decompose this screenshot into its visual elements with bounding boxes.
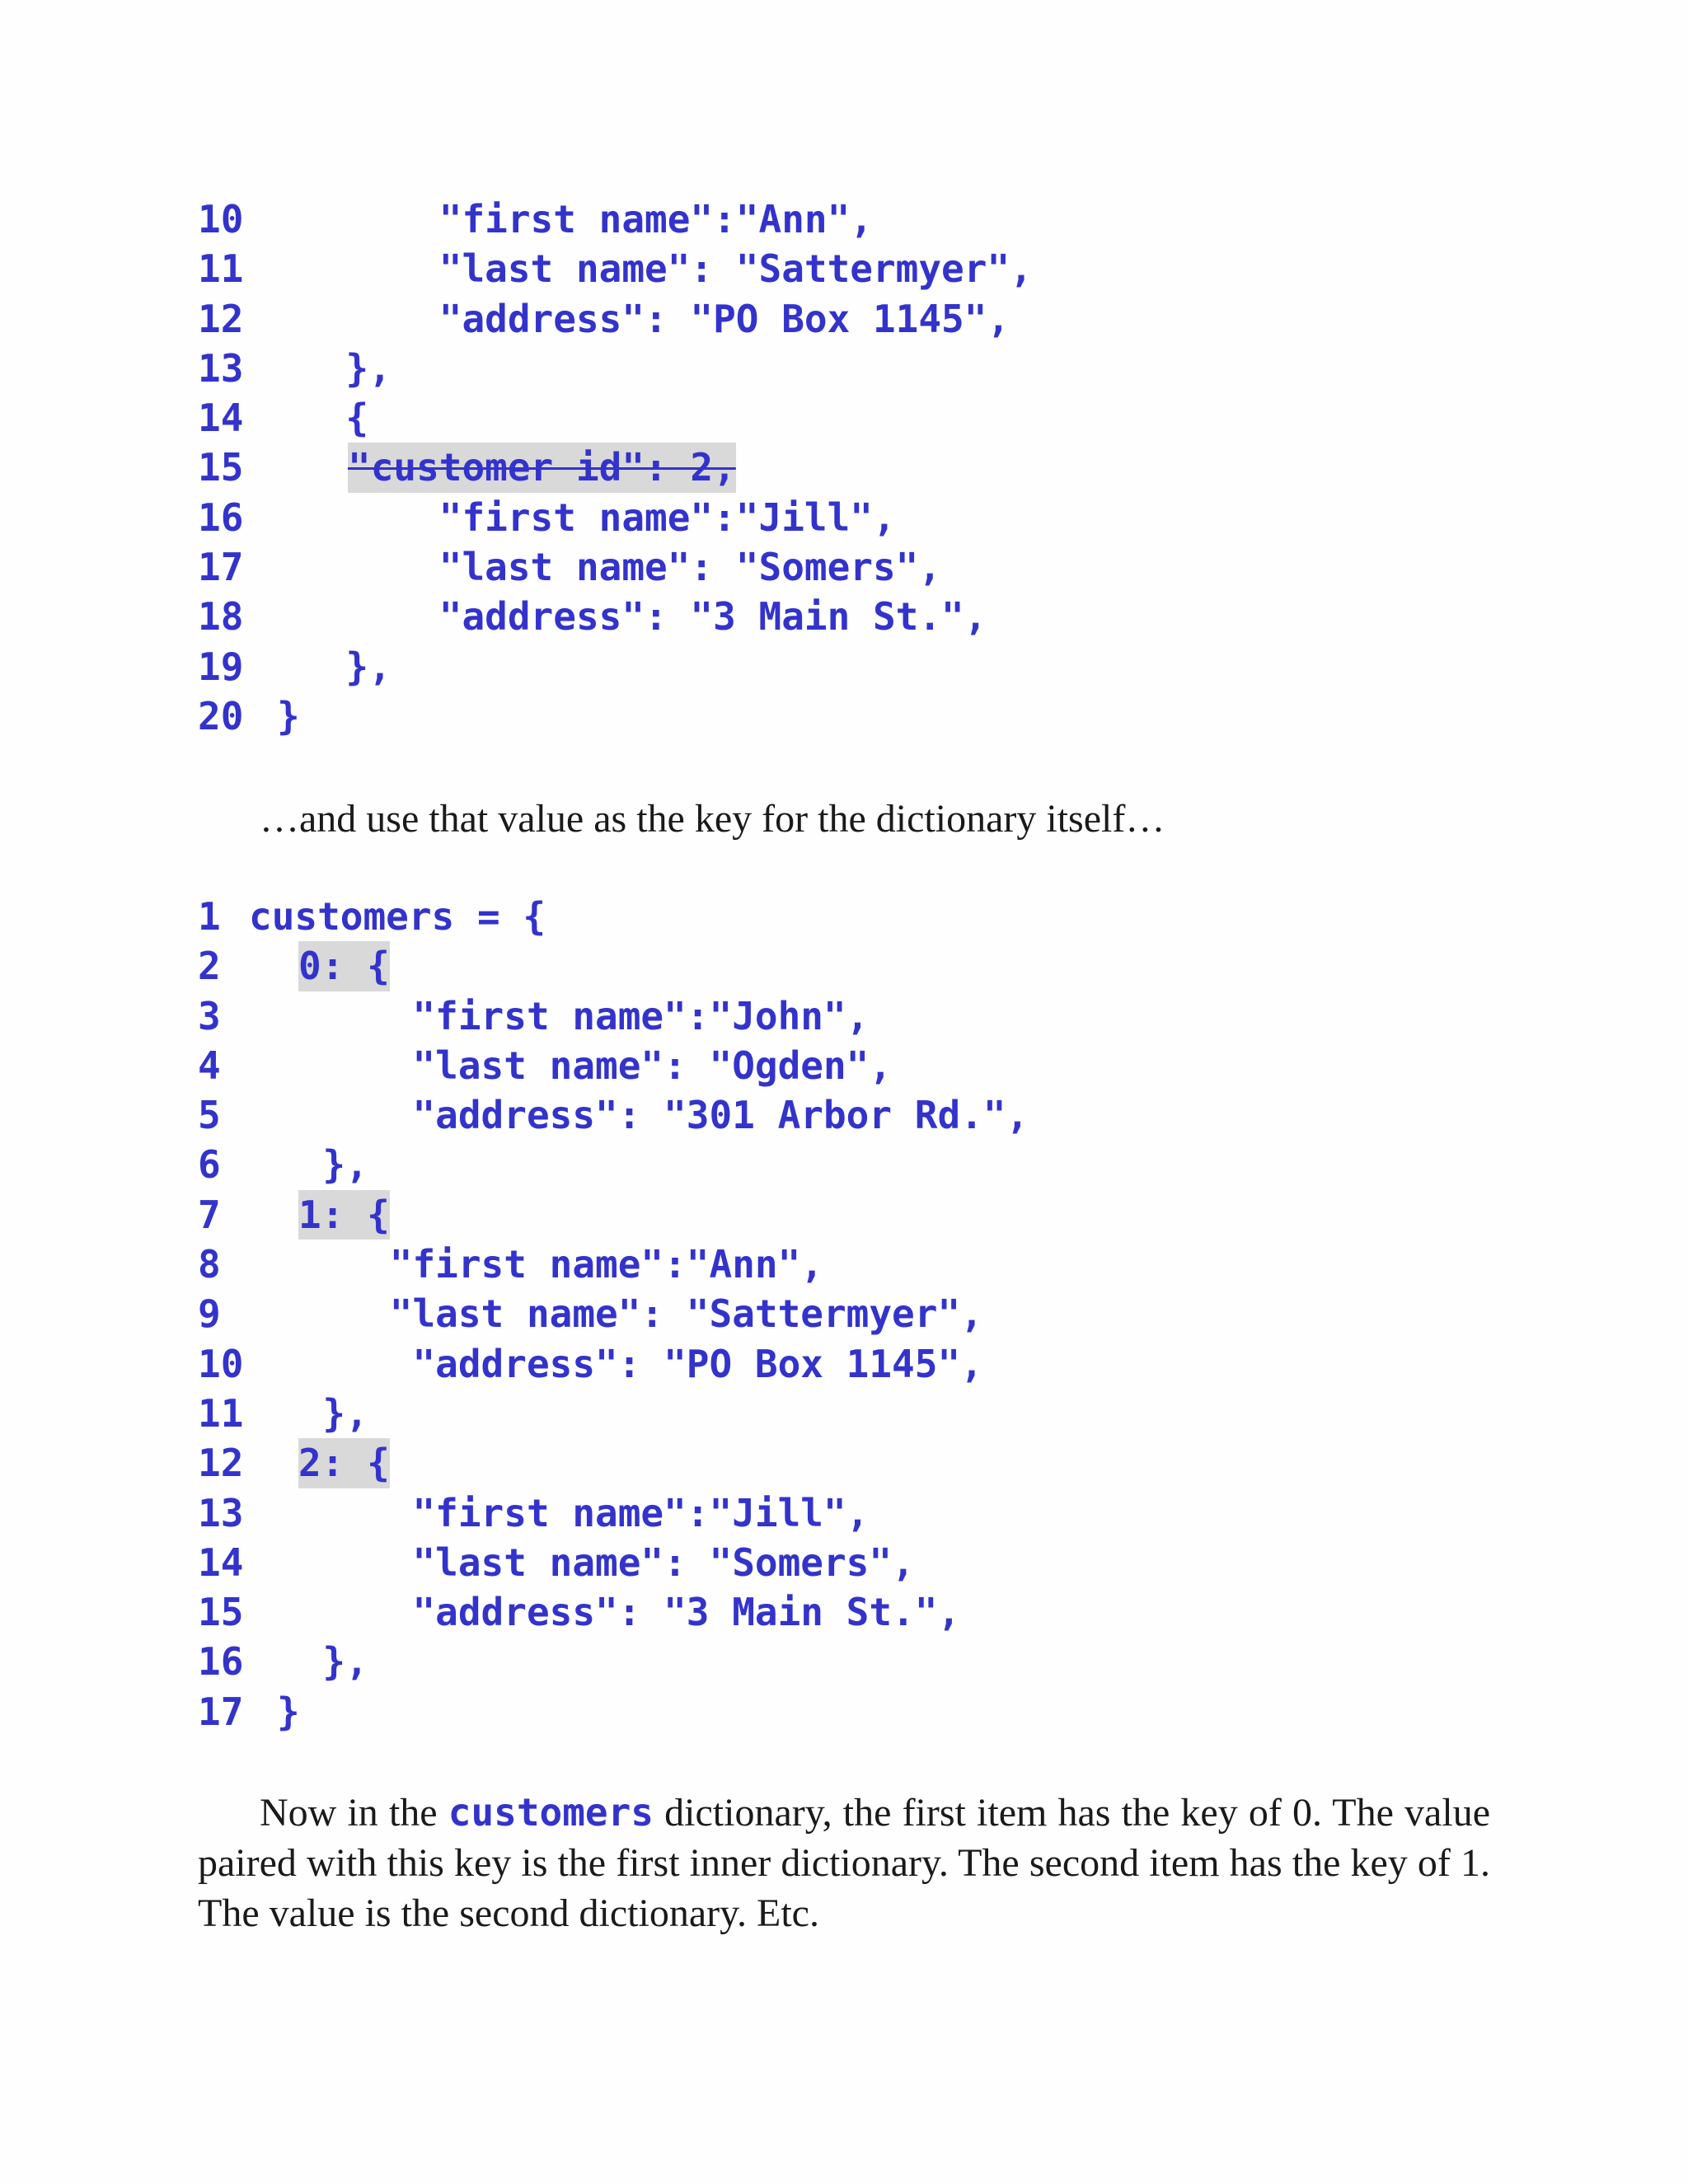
code-block-first <box>198 194 1033 741</box>
line-number: 17 <box>198 1689 244 1734</box>
code-line <box>198 393 369 443</box>
code-line <box>198 493 896 542</box>
line-number: 3 <box>198 993 221 1038</box>
code-text: "first name":"Jill", <box>348 494 896 540</box>
line-number: 4 <box>198 1043 221 1088</box>
code-line <box>198 1538 915 1587</box>
code-text: "last name": "Ogden", <box>298 1043 893 1088</box>
code-text: "first name":"Jill", <box>298 1490 870 1535</box>
line-number: 7 <box>198 1192 221 1237</box>
line-number: 9 <box>198 1291 221 1337</box>
code-line <box>198 1389 368 1438</box>
code-text: "last name": "Somers", <box>298 1540 915 1585</box>
code-text: }, <box>277 1142 368 1188</box>
code-text: "first name":"Ann", <box>298 1242 823 1287</box>
code-text: "address": "3 Main St.", <box>348 594 987 640</box>
line-number: 14 <box>198 1540 244 1585</box>
code-text: }, <box>277 1639 368 1685</box>
line-number: 12 <box>198 296 244 341</box>
code-line <box>198 244 1033 293</box>
code-line <box>198 1687 335 1736</box>
code-text: "address": "301 Arbor Rd.", <box>298 1093 1029 1138</box>
line-number: 13 <box>198 1490 244 1535</box>
code-text: "last name": "Somers", <box>348 545 942 590</box>
line-number: 1 <box>198 894 221 939</box>
code-text: }, <box>277 1390 368 1436</box>
code-line <box>198 344 392 393</box>
code-text: "address": "PO Box 1145", <box>348 296 1010 341</box>
line-number: 19 <box>198 644 244 689</box>
paragraph-text-after: dictionary, the first item has the key of 0. The value paired with this key is the first inner dictionary. The second item has the key of 1. The value is the second dictionary. Etc. <box>198 1791 1490 1935</box>
line-number: 14 <box>198 396 244 441</box>
line-number: 10 <box>198 197 244 241</box>
code-line <box>198 1289 983 1338</box>
code-line <box>198 691 335 741</box>
line-number: 17 <box>198 545 244 590</box>
code-text: "first name":"John", <box>298 993 870 1038</box>
line-number: 12 <box>198 1441 244 1486</box>
code-line <box>198 642 392 691</box>
code-line <box>198 1438 390 1488</box>
line-number: 6 <box>198 1142 221 1188</box>
code-line-struck <box>198 443 736 492</box>
code-text: }, <box>300 345 392 391</box>
code-line <box>198 1587 961 1637</box>
code-text: "first name":"Ann", <box>348 197 873 241</box>
code-text: "address": "3 Main St.", <box>298 1590 961 1635</box>
code-text: customers = { <box>249 894 546 939</box>
line-number: 15 <box>198 445 244 490</box>
code-line <box>198 1190 390 1240</box>
line-number: 2 <box>198 944 221 989</box>
struck-customer-id: "customer id": 2, <box>348 443 736 492</box>
inline-code-customers: customers <box>448 1790 654 1835</box>
paragraph-text-before: Now in the <box>260 1791 448 1835</box>
code-text: "last name": "Sattermyer", <box>348 246 1033 292</box>
code-line <box>198 1488 870 1538</box>
line-number: 5 <box>198 1093 221 1138</box>
line-number: 16 <box>198 494 244 540</box>
line-number: 18 <box>198 594 244 640</box>
code-line <box>198 1637 368 1686</box>
transition-text: …and use that value as the key for the dictionary itself… <box>260 797 1165 841</box>
line-number: 11 <box>198 246 244 292</box>
line-number: 8 <box>198 1242 221 1287</box>
code-line <box>198 1240 823 1289</box>
line-number: 15 <box>198 1590 244 1635</box>
code-line <box>198 1041 893 1090</box>
code-line <box>198 1339 983 1389</box>
code-text: } <box>277 693 300 738</box>
line-number: 20 <box>198 693 244 738</box>
code-text: "last name": "Sattermyer", <box>298 1291 983 1337</box>
line-number: 10 <box>198 1341 244 1386</box>
code-text: }, <box>300 644 392 689</box>
code-text: { <box>300 396 369 441</box>
code-block-second <box>198 892 1029 1736</box>
code-line <box>198 592 987 641</box>
code-line <box>198 1090 1029 1140</box>
line-number: 16 <box>198 1639 244 1685</box>
code-text: } <box>277 1689 300 1734</box>
line-number: 11 <box>198 1390 244 1436</box>
code-line <box>198 294 1010 344</box>
code-line <box>198 1140 368 1189</box>
code-line <box>198 892 546 941</box>
code-line <box>198 941 390 991</box>
closing-paragraph <box>198 1788 1490 1938</box>
code-text: "address": "PO Box 1145", <box>298 1341 983 1386</box>
key-one-highlight: 1: { <box>298 1190 390 1240</box>
code-line <box>198 991 870 1041</box>
line-number: 13 <box>198 345 244 391</box>
key-zero-highlight: 0: { <box>298 941 390 991</box>
key-two-highlight: 2: { <box>298 1438 390 1488</box>
code-line <box>198 194 873 244</box>
code-line <box>198 542 942 592</box>
